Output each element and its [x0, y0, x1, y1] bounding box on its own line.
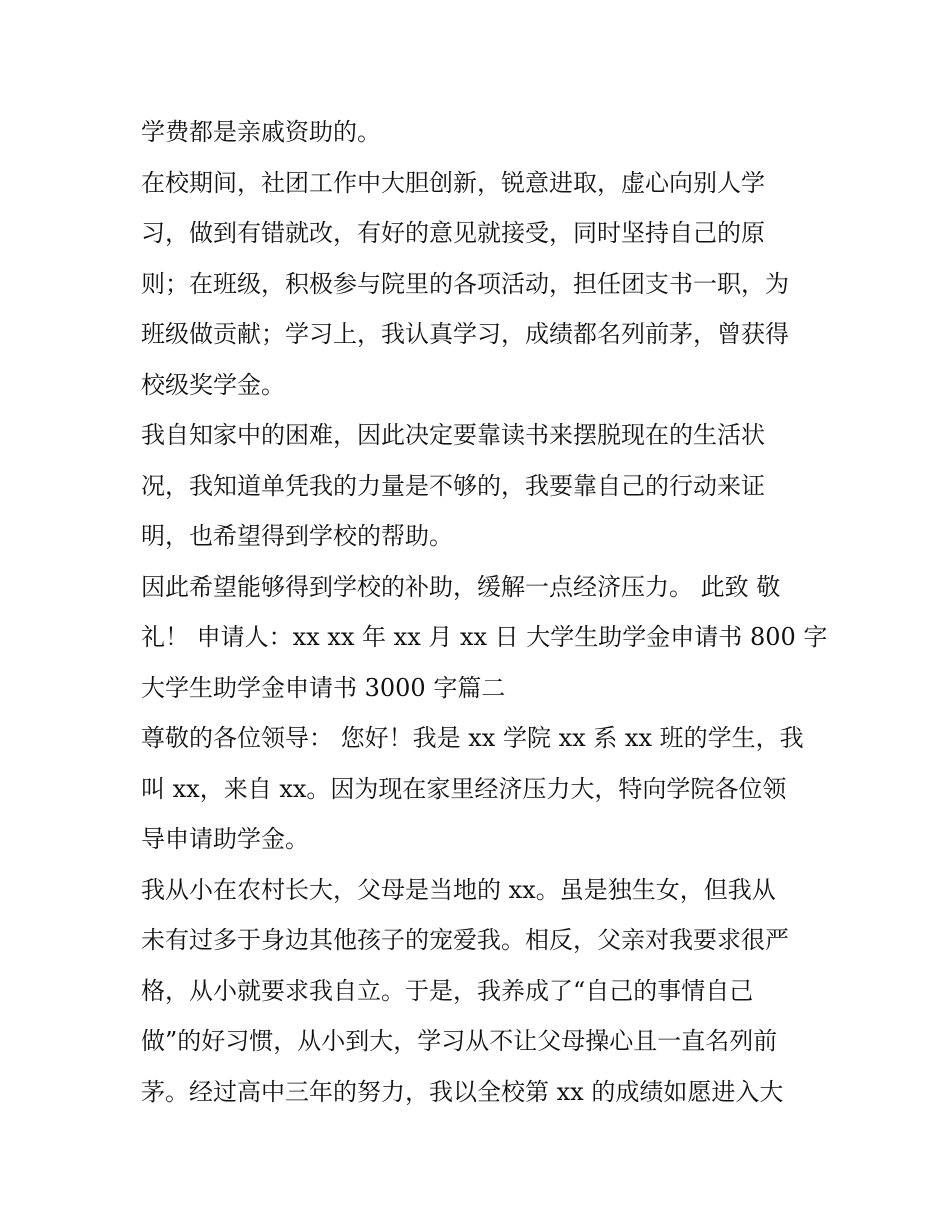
text-line: 明，也希望得到学校的帮助。: [141, 522, 453, 550]
text-line: 在校期间，社团工作中大胆创新，锐意进取，虚心向别人学: [141, 168, 765, 197]
text-line: 班级做贡献；学习上，我认真学习，成绩都名列前茅，曾获得: [141, 320, 789, 348]
text-line: 做”的好习惯，从小到大，学习从不让父母操心且一直名列前: [141, 1027, 778, 1055]
text-line: 礼！ 申请人：xx xx 年 xx 月 xx 日 大学生助学金申请书 800 字: [141, 623, 828, 651]
text-line: 则；在班级，积极参与院里的各项活动，担任团支书一职，为: [141, 269, 789, 298]
text-line: 格，从小就要求我自立。于是，我养成了“自己的事情自己: [141, 976, 754, 1005]
section-heading: 大学生助学金申请书 3000 字篇二: [141, 673, 506, 702]
text-line: 习，做到有错就改，有好的意见就接受，同时坚持自己的原: [141, 219, 765, 247]
text-line: 我自知家中的困难，因此决定要靠读书来摆脱现在的生活状: [141, 421, 765, 449]
text-line: 校级奖学金。: [141, 370, 285, 399]
text-line: 况，我知道单凭我的力量是不够的，我要靠自己的行动来证: [141, 471, 765, 500]
text-line: 学费都是亲戚资助的。: [141, 118, 381, 146]
text-line: 茅。经过高中三年的努力，我以全校第 xx 的成绩如愿进入大: [141, 1077, 784, 1106]
text-line: 尊敬的各位领导： 您好！我是 xx 学院 xx 系 xx 班的学生，我: [141, 724, 804, 752]
text-line: 叫 xx，来自 xx。因为现在家里经济压力大，特向学院各位领: [141, 774, 787, 803]
text-line: 我从小在农村长大，父母是当地的 xx。虽是独生女，但我从: [141, 875, 776, 904]
text-line: 因此希望能够得到学校的补助，缓解一点经济压力。 此致 敬: [141, 572, 781, 601]
text-line: 导申请助学金。: [141, 825, 309, 853]
text-line: 未有过多于身边其他孩子的宠爱我。相反，父亲对我要求很严: [141, 926, 789, 954]
body-text: [141, 107, 828, 1117]
